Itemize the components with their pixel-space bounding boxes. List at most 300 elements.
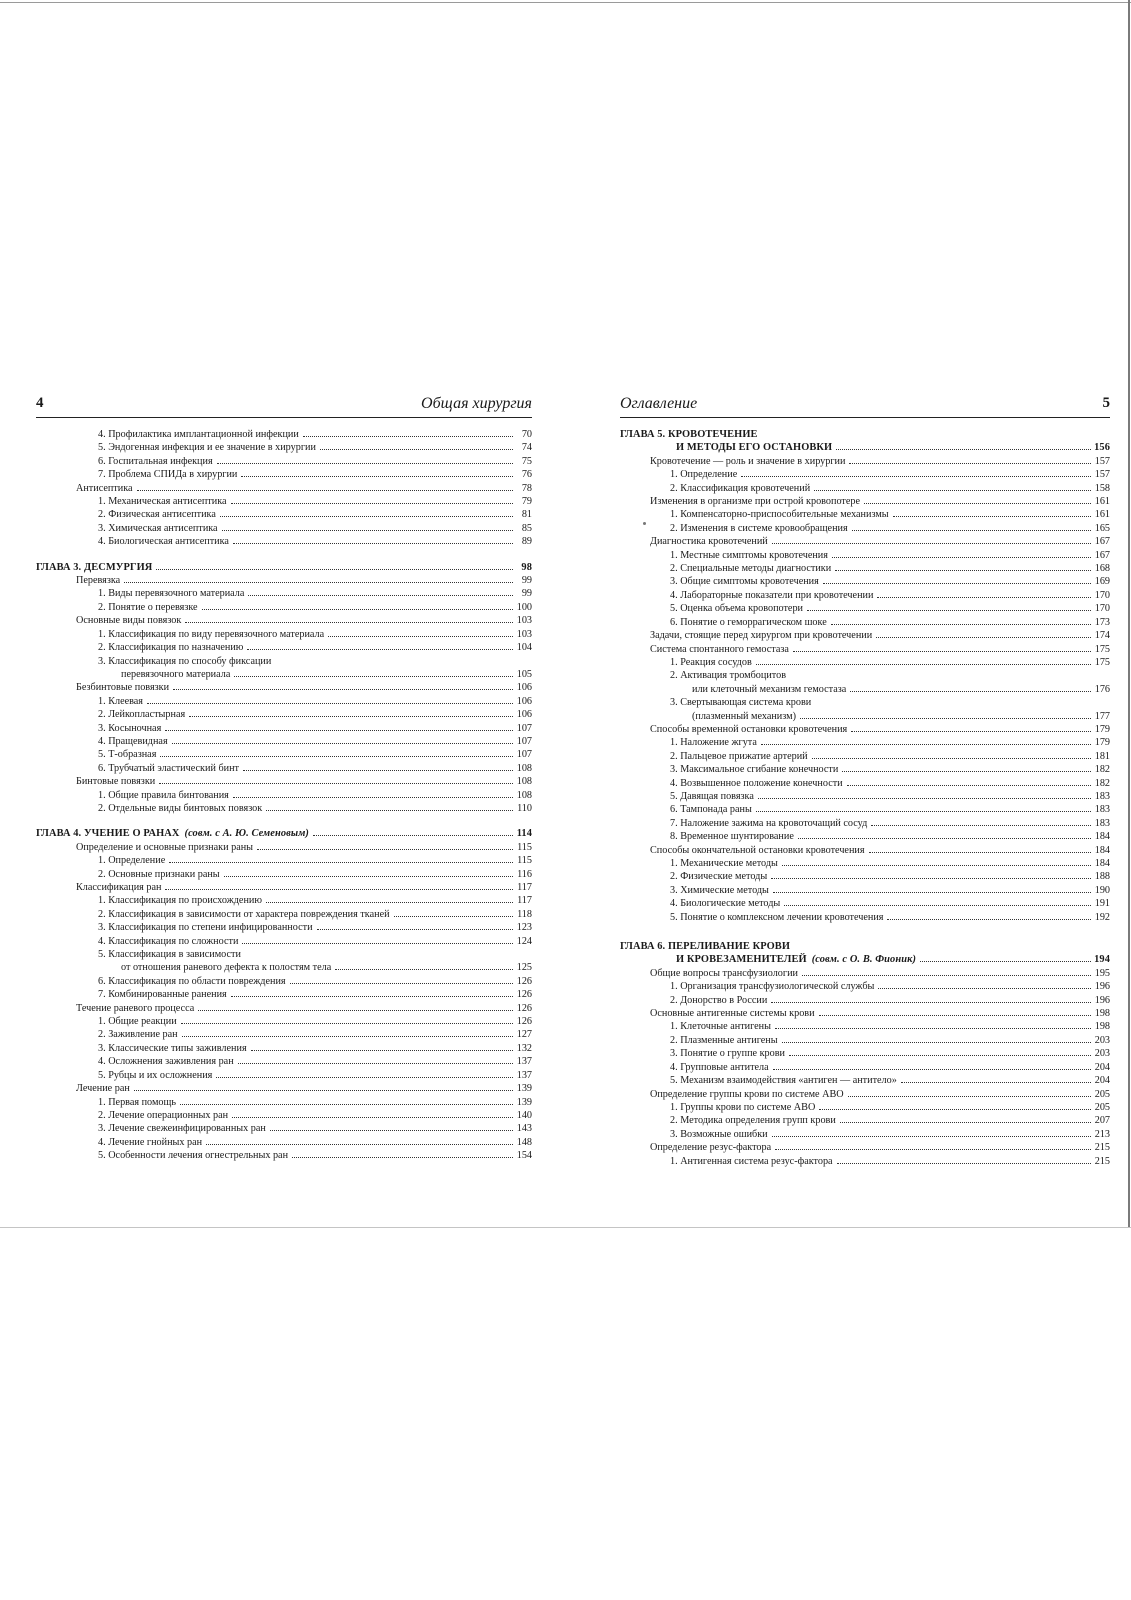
toc-entry-title: 7. Проблема СПИДа в хирургии [98,469,238,481]
toc-entry-page: 107 [516,735,532,747]
toc-entry [620,1034,1110,1047]
toc-entry-title: или клеточный механизм гемостаза [692,683,847,695]
toc-entry [36,1096,532,1109]
dot-leader [802,975,1091,976]
running-title: Общая хирургия [421,395,532,412]
dot-leader [920,961,1091,962]
toc-entry-page: 154 [516,1150,532,1162]
left-page [36,395,532,1163]
dot-leader [290,983,513,984]
toc-entry-title: 1. Организация трансфузиологической службы [670,981,875,993]
toc-entry-title: 1. Группы крови по системе АВО [670,1101,816,1113]
toc-entry [620,710,1110,723]
toc-entry-title: Классификация ран [76,882,162,893]
dot-leader [837,1163,1091,1164]
toc-entry-page: 114 [516,828,532,840]
toc-entry-title: 4. Осложнения заживления ран [98,1056,234,1068]
dot-leader [784,905,1091,906]
toc-entry [620,857,1110,870]
toc-entry-page: 75 [521,455,532,467]
toc-entry-title: 2. Лечение операционных ран [98,1109,229,1121]
toc-entry [36,908,532,921]
toc-entry-page: 105 [516,668,532,680]
toc-entry-title: Основные виды повязок [76,615,182,627]
toc-entry-page: 175 [1094,643,1110,655]
toc-entry [620,656,1110,669]
dot-leader [181,1023,513,1024]
toc-entry-page: 215 [1094,1155,1110,1167]
dot-leader [771,878,1091,879]
toc-entry-page: 205 [1094,1088,1110,1100]
toc-entry-title: 5. Рубцы и их осложнения [98,1069,213,1081]
toc-entry [36,975,532,988]
toc-entry [36,681,532,694]
dot-leader [137,490,513,491]
toc-entry [620,1101,1110,1114]
toc-entry-page: 183 [1094,817,1110,829]
toc-entry-page: 173 [1094,616,1110,628]
dot-leader [394,916,513,917]
toc-entry-title: 5. Механизм взаимодействия «антиген — антитело» [670,1075,897,1087]
dot-leader [234,676,513,677]
toc-entry-page: 190 [1094,884,1110,896]
toc-entry [36,894,532,907]
toc-entry [620,508,1110,521]
dot-leader [313,835,513,836]
toc-entry-title: 6. Госпитальная инфекция [98,455,213,467]
dot-leader [156,569,513,570]
toc-entry-page: 191 [1094,898,1110,910]
dot-leader [775,1149,1091,1150]
dot-leader [850,691,1091,692]
toc-entry [36,1015,532,1028]
dot-leader [741,476,1091,477]
toc-entry [36,535,532,548]
toc-entry-page: 156 [1094,442,1110,454]
toc-entry-title: 2. Лейкопластырная [98,709,186,721]
dot-leader [173,689,513,690]
dot-leader [232,1117,513,1118]
toc-entry-title: 4. Возвышенное положение конечности [670,777,843,789]
dot-leader [172,743,513,744]
toc-entry [620,495,1110,508]
toc-entry-title: И КРОВЕЗАМЕНИТЕЛЕЙ [676,954,807,966]
dot-leader [814,490,1091,491]
toc-entry [36,1149,532,1162]
toc-entry-title: 1. Определение [98,855,166,867]
toc-entry-page: 132 [516,1042,532,1054]
scan-edge-bottom [0,1227,1131,1228]
toc-entry-page: 168 [1094,563,1110,575]
toc-entry-title: 4. Лабораторные показатели при кровотечении [670,589,874,601]
right-page [620,395,1110,1168]
dot-leader [835,570,1091,571]
toc-entry-title: Общие вопросы трансфузиологии [650,967,798,979]
dot-leader [165,889,513,890]
dot-leader [864,503,1091,504]
toc-entry-title: 2. Активация тромбоцитов [670,670,787,682]
toc-entry [36,1082,532,1095]
toc-entry-title: Система спонтанного гемостаза [650,643,789,655]
toc-entry-page: 196 [1094,994,1110,1006]
toc-entry-title: 4. Лечение гнойных ран [98,1136,203,1148]
toc-entry-title: Определение резус-фактора [650,1142,772,1154]
toc-entry-title: Бинтовые повязки [76,776,156,788]
toc-entry-title: Способы окончательной остановки кровотечения [650,844,865,856]
toc-entry-title: от отношения раневого дефекта к полостям тела [121,962,332,974]
toc-entry [620,817,1110,830]
page-number: 5 [1102,395,1110,411]
toc-entry-title: 2. Донорство в России [670,994,768,1006]
toc-entry-title: 3. Лечение свежеинфицированных ран [98,1123,266,1135]
toc-entry-page: 137 [516,1056,532,1068]
toc-entry-page: 98 [521,561,532,573]
toc-entry-page: 175 [1094,656,1110,668]
toc-entry-title: 2. Основные признаки раны [98,868,220,880]
toc-entry-page: 126 [516,975,532,987]
toc-entry [620,1155,1110,1168]
toc-entry-page: 179 [1094,737,1110,749]
dot-leader [823,583,1091,584]
toc-entry [620,1128,1110,1141]
toc-entry [36,1002,532,1015]
toc-entry [36,881,532,894]
dot-leader [832,557,1091,558]
toc-entry-page: 176 [1094,683,1110,695]
toc-entry-page: 143 [516,1123,532,1135]
toc-entry-page: 126 [516,989,532,1001]
dot-leader [238,1063,513,1064]
toc-list [36,428,532,1163]
toc-entry-page: 140 [516,1109,532,1121]
toc-entry-page: 165 [1094,522,1110,534]
toc-entry-page: 179 [1094,723,1110,735]
toc-entry-title: 8. Временное шунтирование [670,831,794,843]
toc-entry [36,1136,532,1149]
toc-entry [36,762,532,775]
toc-entry [36,1042,532,1055]
toc-entry-page: 117 [517,882,532,893]
toc-entry-title: 5. Давящая повязка [670,790,754,802]
toc-entry-page: 169 [1094,576,1110,588]
dot-leader [182,1036,513,1037]
toc-entry-title: 1. Классификация по происхождению [98,895,262,907]
toc-entry [36,802,532,815]
toc-entry-page: 194 [1094,954,1110,966]
toc-entry [36,921,532,934]
toc-entry-page: 183 [1094,804,1110,816]
toc-entry [36,574,532,587]
dot-leader [773,1069,1091,1070]
toc-entry-title: 5. Понятие о комплексном лечении кровотечения [670,911,884,923]
toc-entry-page: 74 [521,442,532,454]
toc-entry-title: 1. Первая помощь [98,1096,176,1108]
dot-leader [251,1050,513,1051]
toc-entry-page: 85 [521,522,532,534]
dot-leader [887,919,1091,920]
dot-leader [189,716,513,717]
toc-entry-title: 1. Компенсаторно-приспособительные механизмы [670,509,889,521]
dot-leader [231,996,513,997]
toc-entry-page: 170 [1094,603,1110,615]
toc-entry-title: 4. Классификация по сложности [98,935,239,947]
dot-leader [220,516,513,517]
dot-leader [772,543,1091,544]
toc-entry-title: 1. Местные симптомы кровотечения [670,549,828,561]
toc-entry-title: 2. Плазменные антигены [670,1034,778,1046]
toc-entry-title: Определение и основные признаки раны [76,841,254,853]
toc-entry-page: 157 [1094,469,1110,481]
toc-entry-title: 1. Общие правила бинтования [98,789,229,801]
toc-chapter-entry [620,428,1110,441]
toc-entry-page: 137 [516,1069,532,1081]
toc-entry-title: 2. Специальные методы диагностики [670,563,832,575]
dot-leader [243,770,513,771]
toc-entry [620,1007,1110,1020]
dot-leader [800,718,1091,719]
toc-entry [620,897,1110,910]
toc-entry-title: 2. Физические методы [670,871,768,883]
dot-leader [893,516,1091,517]
dot-leader [877,597,1091,598]
toc-entry-title: 3. Классификация по способу фиксации [98,655,272,667]
dot-leader [317,929,513,930]
dot-leader [756,811,1091,812]
toc-entry-page: 195 [1094,967,1110,979]
dot-leader [772,1136,1091,1137]
toc-entry-page: 81 [521,509,532,521]
dot-leader [206,1144,513,1145]
toc-entry-page: 126 [516,1002,532,1014]
dot-leader [248,595,513,596]
toc-entry-page: 115 [517,855,532,867]
toc-entry-title: 1. Клеточные антигены [670,1021,771,1033]
toc-entry-title: Изменения в организме при острой кровопотере [650,496,861,508]
toc-entry-title: 2. Пальцевое прижатие артерий [670,750,808,762]
toc-entry [36,748,532,761]
toc-entry [620,830,1110,843]
dot-leader [878,988,1091,989]
dot-leader [773,892,1091,893]
toc-entry-title: Лечение ран [76,1083,130,1095]
toc-entry-page: 170 [1094,589,1110,601]
toc-entry-title: Течение раневого процесса [76,1002,195,1014]
toc-entry-title: 2. Методика определения групп крови [670,1115,836,1127]
dot-leader [231,503,513,504]
toc-list [620,428,1110,1168]
dot-leader [165,730,513,731]
toc-entry-title: 1. Механические методы [670,858,778,869]
toc-entry [620,468,1110,481]
running-head [36,395,532,418]
toc-entry-title: 6. Классификация по области повреждения [98,975,286,987]
toc-entry [620,669,1110,682]
toc-entry-title: 2. Физическая антисептика [98,509,216,521]
toc-entry [36,468,532,481]
toc-entry-page: 70 [521,429,532,440]
dot-leader [819,1015,1091,1016]
toc-entry [36,641,532,654]
toc-entry [620,482,1110,495]
dot-leader [851,731,1091,732]
scan-edge-right [1128,0,1130,1228]
toc-entry-title: И МЕТОДЫ ЕГО ОСТАНОВКИ [676,442,833,454]
chapter-spacer [620,924,1110,940]
toc-entry-title: Безбинтовые повязки [76,682,170,694]
toc-entry [620,884,1110,897]
toc-entry-title: Диагностика кровотечений [650,536,768,548]
toc-entry-page: 110 [517,802,532,814]
toc-entry-title: 3. Возможные ошибки [670,1128,768,1140]
toc-entry-page: 184 [1094,831,1110,843]
dot-leader [233,797,513,798]
toc-entry-title: 5. Оценка объема кровопотери [670,603,803,615]
dot-leader [320,449,513,450]
toc-entry-title: 4. Биологические методы [670,898,781,910]
toc-entry [36,988,532,1001]
toc-entry [620,616,1110,629]
toc-entry-title: ГЛАВА 4. УЧЕНИЕ О РАНАХ [36,828,180,840]
toc-entry-page: 117 [517,895,532,907]
toc-entry-title: 7. Наложение зажима на кровоточащий сосуд [670,817,868,829]
toc-entry [36,935,532,948]
toc-entry-page: 106 [516,682,532,694]
toc-entry-page: 205 [1094,1101,1110,1113]
toc-entry-page: 104 [516,642,532,654]
dot-leader [241,476,513,477]
toc-entry [36,428,532,441]
toc-entry-page: 161 [1094,509,1110,521]
dot-leader [216,1077,513,1078]
toc-entry [620,1141,1110,1154]
toc-entry-title: 2. Отдельные виды бинтовых повязок [98,802,263,814]
toc-entry [620,723,1110,736]
toc-entry-title: 3. Классификация по степени инфицированности [98,922,313,934]
toc-entry-title: 2. Понятие о перевязке [98,601,198,613]
toc-entry-page: 108 [516,776,532,788]
toc-entry-title: 3. Свертывающая система крови [670,697,812,709]
dot-leader [847,785,1091,786]
dot-leader [789,1055,1091,1056]
toc-entry [620,870,1110,883]
toc-entry-page: 115 [517,841,532,853]
toc-entry-title: 2. Классификация по назначению [98,642,244,654]
toc-entry-page: 204 [1094,1061,1110,1073]
toc-entry [36,614,532,627]
toc-entry-page: 108 [516,762,532,774]
toc-entry [620,696,1110,709]
dot-leader [831,624,1091,625]
toc-entry-title: 4. Пращевидная [98,735,168,747]
toc-entry-title: 1. Определение [670,469,738,481]
toc-entry-page: 184 [1094,844,1110,856]
toc-entry [620,1047,1110,1060]
toc-entry [36,775,532,788]
toc-entry [620,535,1110,548]
toc-entry [620,562,1110,575]
toc-entry-page: 106 [516,709,532,721]
toc-entry [36,789,532,802]
toc-entry-title: 1. Классификация по виду перевязочного материала [98,628,325,640]
toc-entry [36,841,532,854]
toc-entry [36,482,532,495]
dot-leader [836,449,1091,450]
toc-chapter-entry [36,561,532,574]
toc-entry-page: 99 [521,575,532,587]
toc-entry-title: 4. Биологическая антисептика [98,536,229,548]
toc-entry-page: 182 [1094,777,1110,789]
toc-entry-title: 3. Классические типы заживления [98,1042,247,1054]
toc-entry-title: перевязочного материала [121,668,231,680]
toc-entry [36,628,532,641]
toc-entry-title: 7. Комбинированные ранения [98,989,227,1001]
dot-leader [807,610,1091,611]
toc-chapter-entry [620,940,1110,953]
toc-entry [36,668,532,681]
toc-entry [620,980,1110,993]
running-title: Оглавление [620,395,698,412]
dot-leader [266,810,513,811]
toc-entry-title: Перевязка [76,575,121,587]
toc-entry [620,911,1110,924]
toc-entry-page: 203 [1094,1034,1110,1046]
toc-entry-title: 3. Косыночная [98,722,162,734]
toc-entry [620,629,1110,642]
toc-entry-title: 1. Механическая антисептика [98,496,227,508]
toc-entry [620,1114,1110,1127]
dot-leader [202,609,513,610]
toc-entry-page: 181 [1094,750,1110,762]
toc-entry-page: 184 [1094,858,1110,869]
toc-entry-page: 196 [1094,981,1110,993]
toc-entry-title: ГЛАВА 6. ПЕРЕЛИВАНИЕ КРОВИ [620,941,791,953]
dot-leader [793,651,1091,652]
toc-entry-title: 3. Понятие о группе крови [670,1048,785,1060]
toc-entry-title: 5. Классификация в зависимости [98,949,241,961]
toc-entry [620,643,1110,656]
toc-entry-page: 100 [516,601,532,613]
toc-entry-page: 177 [1094,710,1110,722]
toc-entry-page: 126 [516,1016,532,1028]
dot-leader [217,463,513,464]
dot-leader [242,943,513,944]
toc-entry-title: 1. Реакция сосудов [670,656,752,668]
toc-entry-page: 204 [1094,1075,1110,1087]
toc-entry-page: 76 [521,469,532,481]
toc-entry-title: ГЛАВА 5. КРОВОТЕЧЕНИЕ [620,429,758,440]
toc-entry-title: Кровотечение — роль и значение в хирургии [650,455,846,467]
toc-entry-page: 103 [516,615,532,627]
toc-entry-page: 89 [521,536,532,548]
dot-leader [257,849,513,850]
running-head [620,395,1110,418]
toc-entry [620,1074,1110,1087]
toc-entry-page: 108 [516,789,532,801]
dot-leader [775,1028,1091,1029]
toc-entry-page: 79 [521,496,532,508]
scan-edge-top [0,2,1131,3]
dot-leader [876,637,1091,638]
toc-entry-page: 118 [517,908,532,920]
toc-entry-title: Основные антигенные системы крови [650,1008,815,1020]
toc-entry-title: 1. Антигенная система резус-фактора [670,1155,833,1167]
dot-leader [901,1082,1091,1083]
dot-leader [756,664,1091,665]
toc-entry [36,522,532,535]
dot-leader [819,1109,1091,1110]
dot-leader [160,756,513,757]
toc-entry [36,587,532,600]
